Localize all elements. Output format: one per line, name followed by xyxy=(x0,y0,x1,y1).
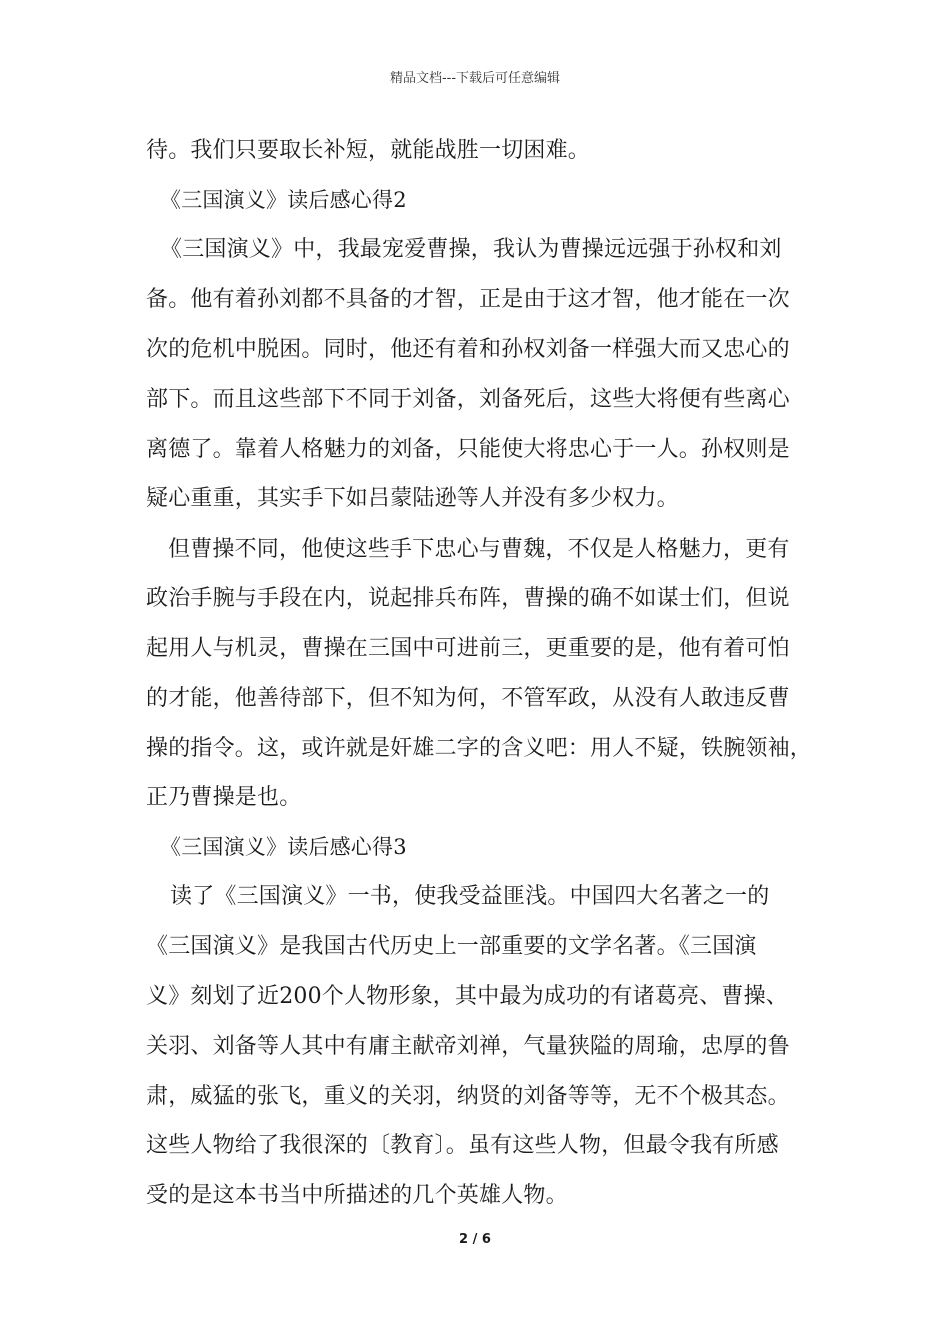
body-line: 《三国演义》是我国古代历史上一部重要的文学名著。《三国演 xyxy=(146,934,757,959)
body-line: 离德了。靠着人格魅力的刘备，只能使大将忠心于一人。孙权则是 xyxy=(146,437,790,462)
body-line: 备。他有着孙刘都不具备的才智，正是由于这才智，他才能在一次 xyxy=(146,287,790,312)
body-line: 政治手腕与手段在内，说起排兵布阵，曹操的确不如谋士们，但说 xyxy=(146,586,790,611)
body-line: 关羽、刘备等人其中有庸主献帝刘禅，气量狭隘的周瑜，忠厚的鲁 xyxy=(146,1034,790,1059)
body-line: 操的指令。这，或许就是奸雄二字的含义吧：用人不疑，铁腕领袖， xyxy=(146,736,813,761)
body-line: 待。我们只要取长补短，就能战胜一切困难。 xyxy=(146,138,591,163)
body-line: 这些人物给了我很深的〔教育〕。虽有这些人物，但最令我有所感 xyxy=(146,1133,779,1158)
body-line: 疑心重重，其实手下如吕蒙陆逊等人并没有多少权力。 xyxy=(146,486,679,511)
body-line: 受的是这本书当中所描述的几个英雄人物。 xyxy=(146,1183,568,1208)
body-line: 读了《三国演义》一书，使我受益匪浅。中国四大名著之一的 xyxy=(170,884,770,909)
page-number: 2 / 6 xyxy=(459,1232,491,1247)
body-line: 的才能，他善待部下，但不知为何，不管军政，从没有人敢违反曹 xyxy=(146,686,790,711)
body-line: 部下。而且这些部下不同于刘备，刘备死后，这些大将便有些离心 xyxy=(146,387,790,412)
body-line: 《三国演义》中，我最宠爱曹操，我认为曹操远远强于孙权和刘 xyxy=(160,237,782,262)
body-line: 肃，威猛的张飞，重义的关羽，纳贤的刘备等等，无不个极其态。 xyxy=(146,1084,790,1109)
section-title: 《三国演义》读后感心得2 xyxy=(160,188,407,212)
body-line: 义》刻划了近200个人物形象，其中最为成功的有诸葛亮、曹操、 xyxy=(146,984,788,1009)
body-line: 起用人与机灵，曹操在三国中可进前三，更重要的是，他有着可怕 xyxy=(146,636,790,661)
page-header: 精品文档---下载后可任意编辑 xyxy=(389,71,561,86)
body-line: 正乃曹操是也。 xyxy=(146,785,302,810)
body-line: 次的危机中脱困。同时，他还有着和孙权刘备一样强大而又忠心的 xyxy=(146,337,790,362)
body-line: 但曹操不同，他使这些手下忠心与曹魏，不仅是人格魅力，更有 xyxy=(168,537,790,562)
section-title: 《三国演义》读后感心得3 xyxy=(160,835,407,859)
